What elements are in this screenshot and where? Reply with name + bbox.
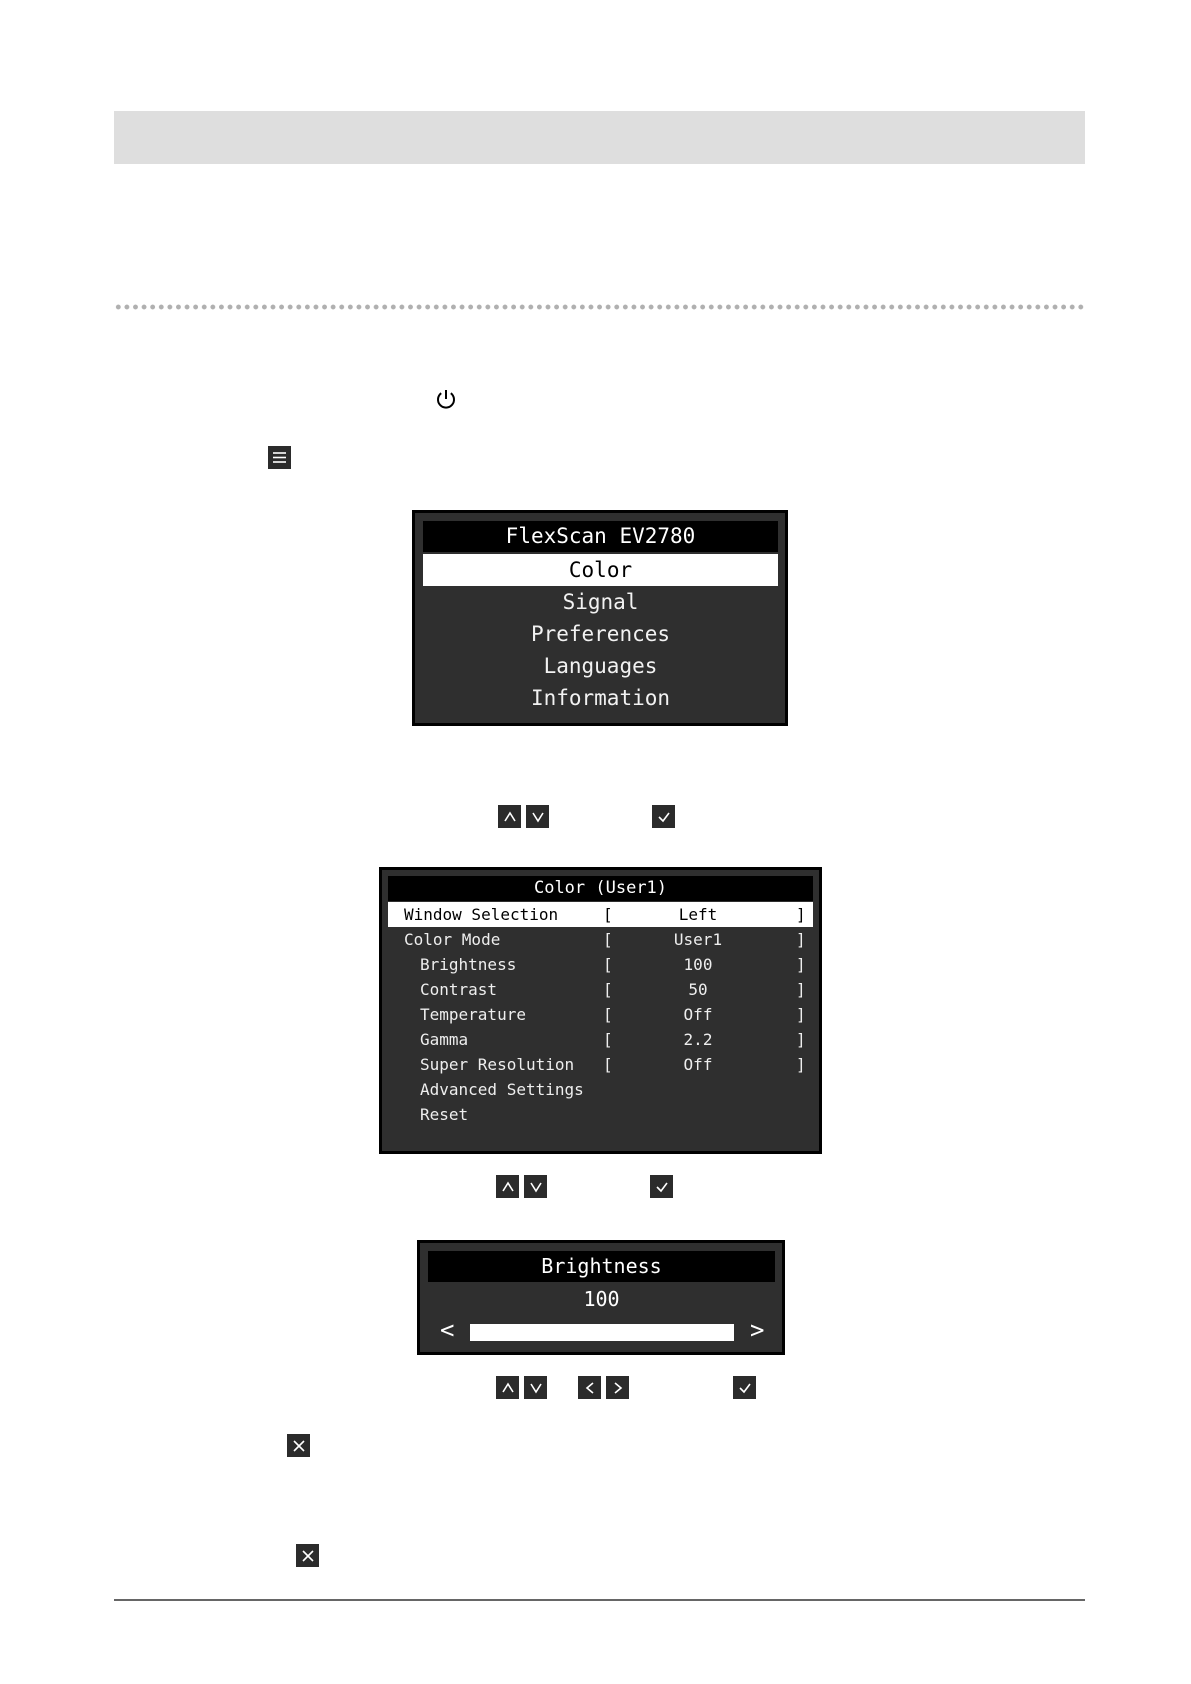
osd-row-contrast[interactable] bbox=[388, 977, 813, 1002]
row-label: Reset bbox=[420, 1105, 469, 1124]
osd-main-menu bbox=[412, 510, 788, 726]
row-value: 50 bbox=[688, 980, 708, 999]
up-arrow-icon bbox=[496, 1175, 519, 1198]
row-label: Super Resolution bbox=[420, 1055, 575, 1074]
row-label: Window Selection bbox=[404, 905, 559, 924]
footer-divider bbox=[114, 1599, 1085, 1601]
row-label: Temperature bbox=[420, 1005, 526, 1024]
osd-menu-item-information[interactable]: Information bbox=[530, 686, 671, 710]
section-header-band bbox=[114, 111, 1085, 164]
osd-row-reset[interactable] bbox=[388, 1102, 813, 1127]
bracket-close: ] bbox=[796, 1055, 806, 1074]
osd-color-menu bbox=[379, 867, 822, 1154]
osd-right-arrow[interactable]: > bbox=[750, 1316, 765, 1344]
osd-row-brightness[interactable] bbox=[388, 952, 813, 977]
bracket-close: ] bbox=[796, 1030, 806, 1049]
osd-menu-item-languages[interactable]: Languages bbox=[543, 654, 658, 678]
row-label: Advanced Settings bbox=[420, 1080, 584, 1099]
osd-color-title: Color (User1) bbox=[388, 876, 813, 901]
up-arrow-icon bbox=[496, 1376, 519, 1399]
right-arrow-icon bbox=[606, 1376, 629, 1399]
power-icon bbox=[434, 387, 458, 411]
down-arrow-icon bbox=[524, 1376, 547, 1399]
osd-left-arrow[interactable]: < bbox=[440, 1316, 455, 1344]
checkmark-icon bbox=[733, 1376, 756, 1399]
checkmark-icon bbox=[652, 805, 675, 828]
osd-brightness-adjust bbox=[417, 1240, 785, 1355]
close-icon bbox=[296, 1544, 319, 1567]
osd-adjust-value: 100 bbox=[583, 1287, 620, 1311]
osd-menu-item-signal[interactable]: Signal bbox=[562, 590, 639, 614]
bracket-open: [ bbox=[603, 980, 613, 999]
osd-menu-item-color[interactable]: Color bbox=[423, 554, 778, 586]
up-arrow-icon bbox=[498, 805, 521, 828]
osd-row-temperature[interactable] bbox=[388, 1002, 813, 1027]
row-value: 100 bbox=[683, 955, 713, 974]
menu-icon bbox=[268, 446, 291, 469]
osd-row-advanced-settings[interactable] bbox=[388, 1077, 813, 1102]
osd-row-super-resolution[interactable] bbox=[388, 1052, 813, 1077]
bracket-open: [ bbox=[603, 1030, 613, 1049]
brightness-slider[interactable] bbox=[470, 1324, 734, 1341]
row-value: Left bbox=[678, 905, 718, 924]
row-label: Gamma bbox=[420, 1030, 469, 1049]
row-label: Color Mode bbox=[404, 930, 501, 949]
row-value: Off bbox=[683, 1005, 713, 1024]
down-arrow-icon bbox=[526, 805, 549, 828]
row-label: Contrast bbox=[420, 980, 498, 999]
bracket-open: [ bbox=[603, 1055, 613, 1074]
row-value: User1 bbox=[673, 930, 723, 949]
osd-menu-item-preferences[interactable]: Preferences bbox=[530, 622, 671, 646]
row-label: Brightness bbox=[420, 955, 517, 974]
checkmark-icon bbox=[650, 1175, 673, 1198]
bracket-close: ] bbox=[796, 955, 806, 974]
close-icon bbox=[287, 1434, 310, 1457]
dotted-divider bbox=[114, 304, 1085, 310]
bracket-close: ] bbox=[796, 1005, 806, 1024]
bracket-close: ] bbox=[796, 905, 806, 924]
osd-row-window-selection[interactable] bbox=[388, 902, 813, 927]
bracket-close: ] bbox=[796, 930, 806, 949]
left-arrow-icon bbox=[578, 1376, 601, 1399]
osd-main-title: FlexScan EV2780 bbox=[423, 521, 778, 552]
row-value: 2.2 bbox=[683, 1030, 713, 1049]
bracket-open: [ bbox=[603, 930, 613, 949]
bracket-open: [ bbox=[603, 955, 613, 974]
osd-row-gamma[interactable] bbox=[388, 1027, 813, 1052]
bracket-close: ] bbox=[796, 980, 806, 999]
osd-adjust-title: Brightness bbox=[428, 1251, 775, 1282]
row-value: Off bbox=[683, 1055, 713, 1074]
bracket-open: [ bbox=[603, 905, 613, 924]
osd-row-color-mode[interactable] bbox=[388, 927, 813, 952]
bracket-open: [ bbox=[603, 1005, 613, 1024]
down-arrow-icon bbox=[524, 1175, 547, 1198]
brightness-slider-fill bbox=[470, 1324, 734, 1341]
